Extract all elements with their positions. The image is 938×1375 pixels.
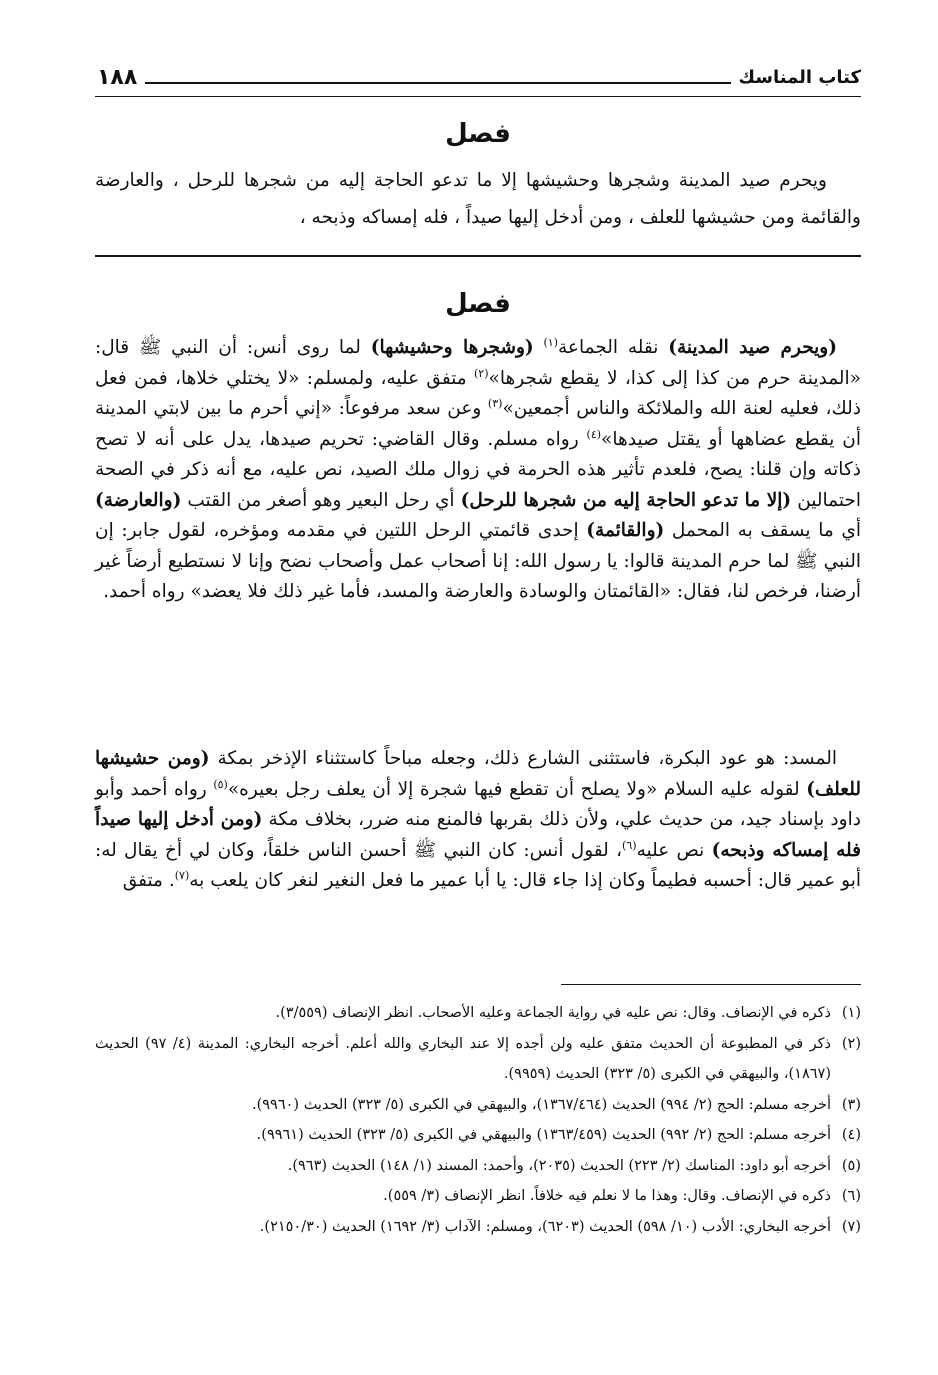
footnote-text: أخرجه أبو داود: المناسك (٢/ ٢٢٣) الحديث (٢٠٣٥)، وأحمد: المسند (١/ ١٤٨) الحديث (٩٦٣). — [287, 1157, 831, 1174]
footnote-number: (٥) — [841, 1157, 861, 1174]
footnote-ref: (٢) — [474, 366, 489, 380]
matn-quote: (إلا ما تدعو الحاجة إليه من شجرها للرحل) — [460, 489, 792, 511]
footnote — [95, 1181, 861, 1212]
matn-heading: فصل — [445, 119, 511, 149]
footnote-number: (١) — [841, 1005, 861, 1021]
matn-quote: (ومن أدخل إليها صيداً فله إمساكه وذبحه) — [95, 809, 861, 861]
text-run: أي رحل البعير وهو أصغر من القتب — [181, 489, 461, 511]
footnote-ref: (٥) — [213, 777, 228, 791]
footnote-text: أخرجه البخاري: الأدب (١٠/ ٥٩٨) الحديث (٦٢٠٣)، ومسلم: الآداب (٣/ ١٦٩٢) الحديث (٢١٥٠/٣٠). — [259, 1218, 831, 1235]
footnote — [95, 1120, 861, 1151]
page-number: ١٨٨ — [97, 65, 138, 90]
footnote-text: أخرجه مسلم: الحج (٢/ ٩٩٤) الحديث (١٣٦٧/٤٦٤)، والبيهقي في الكبرى (٥/ ٣٢٣) الحديث (٩٩٦٠). — [251, 1096, 831, 1113]
text-run: لقوله عليه السلام «ولا يصلح أن تقطع فيها شجرة إلا أن يعلف رجل بعيره» — [227, 778, 807, 800]
footnote — [95, 998, 861, 1029]
sharh-paragraph-2 — [95, 744, 861, 897]
footnotes — [95, 998, 861, 1242]
text-run: رواه مسلم. وقال القاضي: تحريم صيدها، يدل على أنه لا تصح ذكاته وإن قلنا: يصح، فلعدم تأثير هذه الحرمة في زوال ملك الصيد، نص عليه، مع أنه ذكر في الصحة احتمالين — [95, 428, 861, 511]
footnote — [95, 1029, 861, 1090]
footnote-ref: (٤) — [586, 427, 602, 441]
text-run: ، لقول أنس: كان النبي ﷺ أحسن الناس خلقاً، وكان لي أخ يقال له: أبو عمير قال: أحسبه فطيماً وكان إذا جاء قال: يا أبا عمير ما فعل النغير لنغر كان يلعب به — [95, 839, 861, 891]
footnote-number: (٦) — [841, 1188, 861, 1204]
text-run: متفق عليه، ولمسلم: «لا يختلي خلاها، فمن فعل ذلك، فعليه لعنة الله والملائكة والناس أجمعين» — [95, 367, 861, 419]
text-run: نقله الجماعة — [558, 337, 669, 358]
text-run — [534, 337, 544, 358]
text-run: لما روى أنس: أن النبي ﷺ قال: «المدينة حرم من كذا إلى كذا، لا يقطع شجرها» — [95, 337, 861, 389]
footnote-ref: (٧) — [174, 868, 190, 882]
matn-quote: (والقائمة) — [586, 520, 665, 541]
matn-quote: (وشجرها وحشيشها) — [370, 337, 534, 358]
text-run: وعن سعد مرفوعاً: «إني أحرم ما بين لابتي المدينة أن يقطع عضاهها أو يقتل صيدها» — [95, 398, 861, 450]
footnote-text: أخرجه مسلم: الحج (٢/ ٩٩٢) الحديث (١٣٦٣/٤٥٩) والبيهقي في الكبرى (٥/ ٣٢٣) الحديث (٩٩٦١). — [256, 1127, 831, 1143]
header-rule — [145, 82, 730, 84]
matn-quote: (ومن حشيشها للعلف) — [95, 748, 861, 800]
book-title: كتاب المناسك — [738, 67, 861, 88]
footnote — [95, 1212, 861, 1243]
matn-quote: (والعارضة) — [95, 489, 182, 511]
footnote — [95, 1151, 861, 1182]
section-divider — [95, 255, 861, 257]
footnote-number: (٤) — [841, 1127, 861, 1143]
sharh-heading: فصل — [445, 289, 511, 319]
running-header — [95, 54, 861, 90]
footnote-text: ذكر في المطبوعة أن الحديث متفق عليه ولن أجده إلا عند البخاري والله أعلم. أخرجه البخاري: المدينة (٤/ ٩٧) الحديث (١٨٦٧)، والبيهقي في الكبرى (٥/ ٣٢٣) الحديث (٩٩٥٩). — [95, 1035, 831, 1082]
text-run: نص عليه — [636, 839, 712, 861]
text-run: المسد: هو عود البكرة، فاستثنى الشارع ذلك، وجعله مباحاً كاستثناء الإذخر بمكة — [209, 748, 837, 769]
matn-quote: (ويحرم صيد المدينة) — [668, 337, 837, 358]
footnote-number: (٧) — [841, 1218, 861, 1235]
footnote-number: (٣) — [841, 1096, 861, 1113]
text-run: أي ما يسقف به المحمل — [664, 520, 862, 541]
book-page — [95, 40, 861, 1360]
footnote-number: (٢) — [841, 1035, 861, 1052]
footnote-ref: (٣) — [487, 396, 503, 410]
footnote-divider — [561, 984, 861, 985]
footnote-ref: (٦) — [622, 838, 637, 852]
sharh-paragraph-1 — [95, 333, 861, 608]
matn-text: ويحرم صيد المدينة وشجرها وحشيشها إلا ما تدعو الحاجة إليه من شجرها للرحل ، والعارضة والقائمة ومن حشيشها للعلف ، ومن أدخل إليها صيداً ، فله إمساكه وذبحه ، — [95, 170, 861, 228]
footnote — [95, 1090, 861, 1121]
text-run: . متفق — [122, 870, 175, 891]
text-run: إحدى قائمتي الرحل اللتين في مقدمه ومؤخره، لقول جابر: إن النبي ﷺ لما حرم المدينة قالوا: يا رسول الله: إنا أصحاب عمل وأصحاب نضح وإنا لا نستطيع أرضاً غير أرضنا، فرخص لنا، فقال: «القائمتان والوسادة والعارضة والمسد، فأما غير ذلك فلا يعضد» رواه أحمد. — [95, 520, 861, 602]
footnote-text: ذكره في الإنصاف. وقال: وهذا ما لا نعلم فيه خلافاً. انظر الإنصاف (٣/ ٥٥٩). — [383, 1188, 831, 1204]
text-run: رواه أحمد وأبو داود بإسناد جيد، من حديث علي، ولأن ذلك بقربها فالمنع منه ضرر، بخلاف مكة — [95, 778, 861, 830]
footnote-ref: (١) — [543, 335, 559, 349]
footnote-text: ذكره في الإنصاف. وقال: نص عليه في رواية الجماعة وعليه الأصحاب. انظر الإنصاف (٣/٥٥٩). — [275, 1005, 831, 1021]
header-divider — [95, 96, 861, 97]
